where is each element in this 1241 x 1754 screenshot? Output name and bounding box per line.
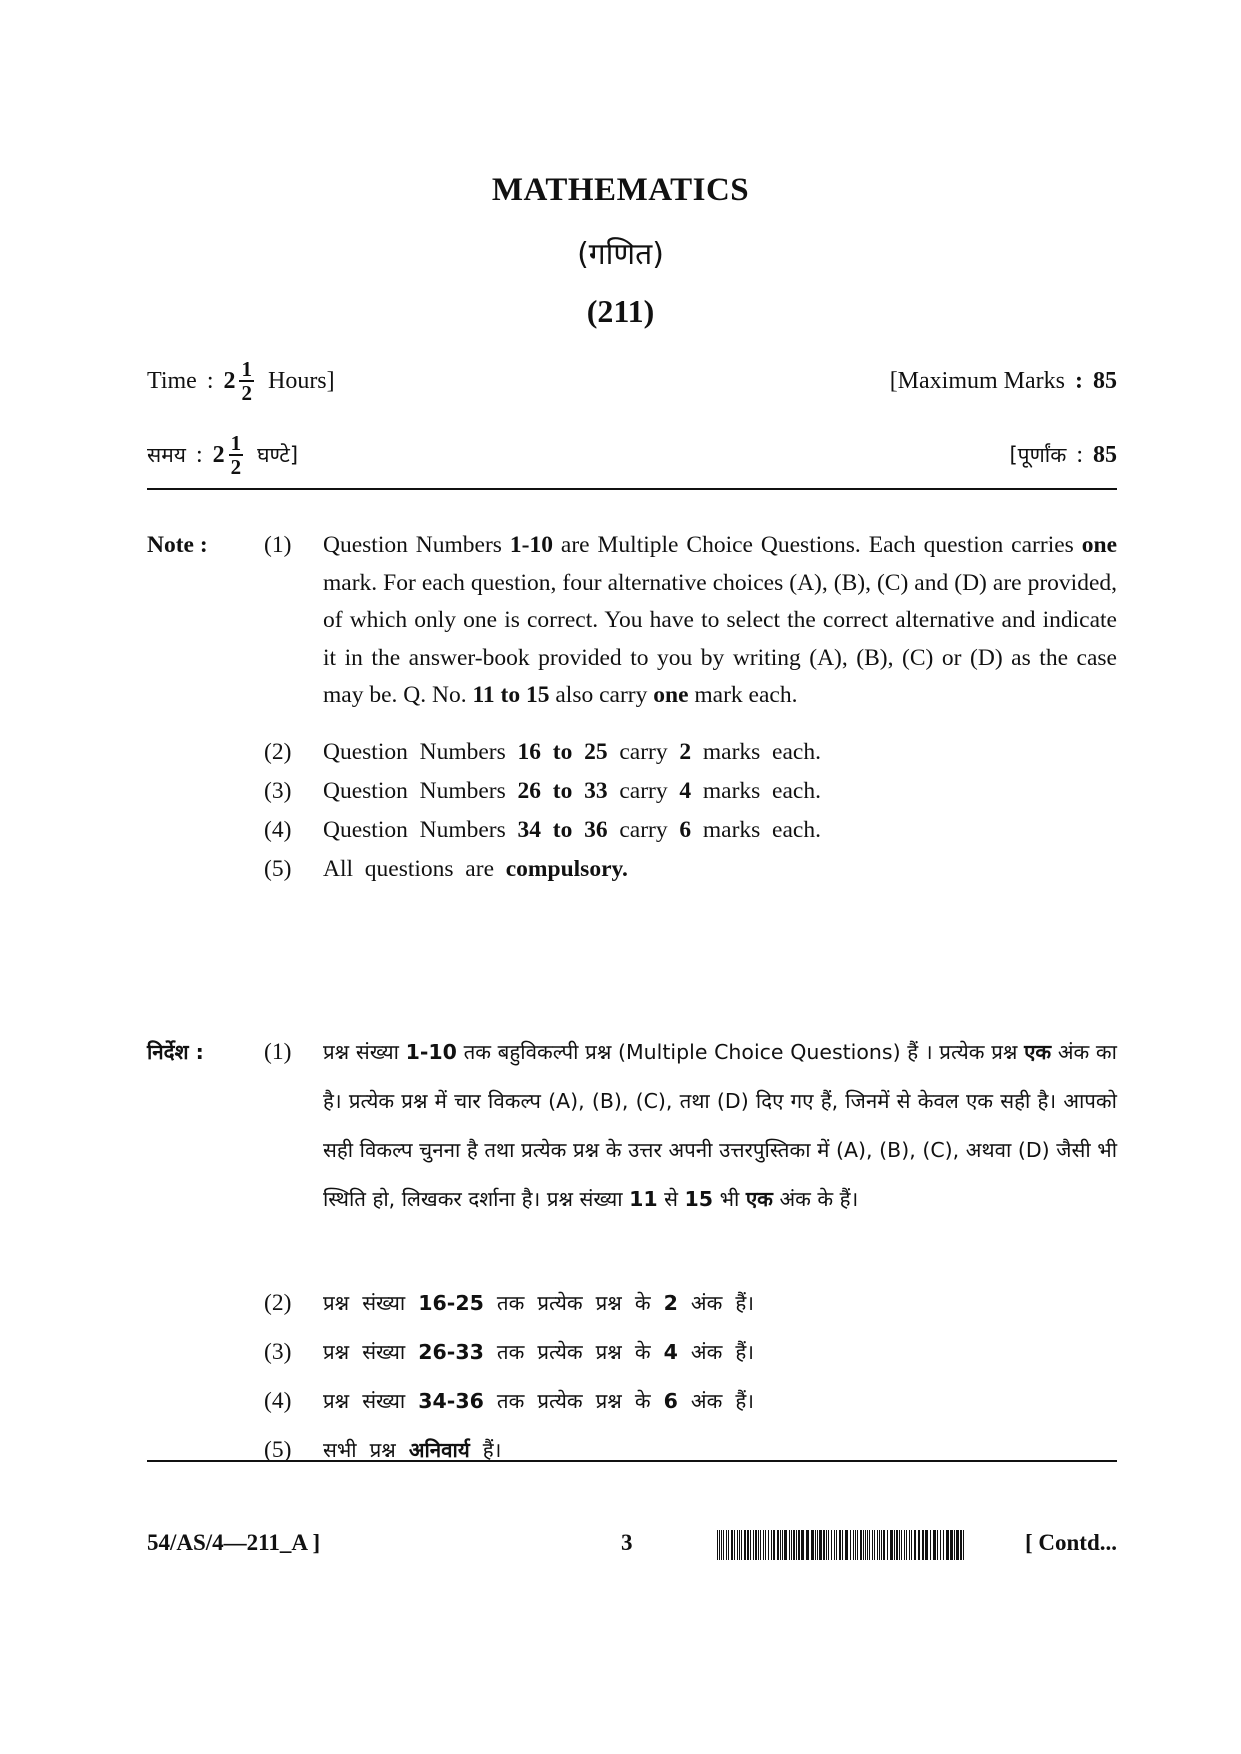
time-fraction: $\frac{1}{2}$ <box>241 357 252 405</box>
max-marks-label: [Maximum Marks <box>889 367 1065 394</box>
note-text: All questions are compulsory. <box>323 856 628 882</box>
note-text: Question Numbers 26 to 33 carry 4 marks each. <box>323 778 821 804</box>
notes-hindi: निर्देश : (1) प्रश्न संख्या 1-10 तक बहुविकल्पी प्रश्न (Multiple Choice Questions) हैं । प्रत्येक प्रश्न एक अंक का है। प्रत्येक प्रश्न में चार विकल्प (A), (B), (C), तथा (D) दिए गए हैं, जिनमें से केवल एक सही है। आपको सही विकल्प चुनना है तथा प्रत्येक प्रश्न के उत्तर अपनी उत्तरपुस्तिका में (A), (B), (C), अथवा (D) जैसी भी स्थिति हो, लिखकर दर्शाना है। प्रश्न संख्या 11 से 15 भी एक अंक के हैं। (2) प्रश्न संख्या 16-25 तक प्रत्येक प्रश्न के 2 अंक हैं। (3) प्रश्न संख्या 26-33 तक प्रत्येक प्रश्न के 4 अंक हैं। (4) प्रश्न संख्या 34-36 तक प्रत्येक प्रश्न के 6 अंक हैं। (5) सभी प्रश्न अनिवार्य हैं। <box>147 1028 1117 1438</box>
subject-title-hindi: (गणित) <box>577 237 664 272</box>
time-label-hindi: समय <box>147 443 186 467</box>
max-marks-value: 85 <box>1093 367 1117 394</box>
subject-title: MATHEMATICS <box>491 172 750 208</box>
time-unit: Hours] <box>267 367 335 394</box>
note-text: Question Numbers 16 to 25 carry 2 marks each. <box>323 739 821 765</box>
note-text: Question Numbers 34 to 36 carry 6 marks each. <box>323 817 821 843</box>
note-text-hindi: प्रश्न संख्या 26-33 तक प्रत्येक प्रश्न के 4 अंक हैं। <box>323 1340 755 1364</box>
time-fraction-hindi: $\frac{1}{2}$ <box>230 431 242 479</box>
note-text-hindi: प्रश्न संख्या 16-25 तक प्रत्येक प्रश्न के 2 अंक हैं। <box>323 1291 755 1315</box>
note-text-hindi: सभी प्रश्न अनिवार्य हैं। <box>323 1438 502 1462</box>
time-label: Time <box>147 367 197 394</box>
page-number: 3 <box>621 1530 633 1555</box>
page-footer <box>147 1530 1117 1566</box>
time-marks-row-en: Time : 2 $\frac{1}{2}$ Hours] [Maximum Marks : 85 <box>147 357 1117 405</box>
footer-divider <box>147 1460 1117 1462</box>
note-label-hindi: निर्देश : <box>147 1040 204 1064</box>
header-divider <box>147 488 1117 490</box>
subject-code: (211) <box>586 293 655 329</box>
max-marks-value-hindi: 85 <box>1093 441 1117 468</box>
barcode <box>717 1530 964 1560</box>
time-unit-hindi: घण्टे] <box>257 443 299 467</box>
time-marks-row-hi: समय : 2 $\frac{1}{2}$ घण्टे] [पूर्णांक : 85 <box>147 431 1117 479</box>
note-text-hindi: प्रश्न संख्या 1-10 तक बहुविकल्पी प्रश्न (Multiple Choice Questions) हैं । प्रत्येक प्रश्न एक अंक का है। प्रत्येक प्रश्न में चार विकल्प (A), (B), (C), तथा (D) दिए गए हैं, जिनमें से केवल एक सही है। आपको सही विकल्प चुनना है तथा प्रत्येक प्रश्न के उत्तर अपनी उत्तरपुस्तिका में (A), (B), (C), अथवा (D) जैसी भी स्थिति हो, लिखकर दर्शाना है। प्रश्न संख्या 11 से 15 भी एक अंक के हैं। <box>323 1040 1117 1211</box>
max-marks-label-hindi: [पूर्णांक <box>1009 443 1067 467</box>
paper-code: 54/AS/4—211_A ] <box>147 1530 321 1555</box>
notes-english: Note : (1) Question Numbers 1-10 are Multiple Choice Questions. Each question carries one mark. For each question, four alternative choices (A), (B), (C) and (D) are provided, of which only one is correct. You have to select the correct alternative and indicate it in the answer-book provided to you by writing (A), (B), (C) or (D) as the case may be. Q. No. 11 to 15 also carry one mark each. (2) Question Numbers 16 to 25 carry 2 marks each. (3) Question Numbers 26 to 33 carry 4 marks each. (4) Question Numbers 34 to 36 carry 6 marks each. (5) All questions are compulsory. <box>147 527 1117 887</box>
note-text: Question Numbers 1-10 are Multiple Choice Questions. Each question carries one mark. For each question, four alternative choices (A), (B), (C) and (D) are provided, of which only one is correct. You have to select the correct alternative and indicate it in the answer-book provided to you by writing (A), (B), (C) or (D) as the case may be. Q. No. 11 to 15 also carry one mark each. <box>323 532 1117 708</box>
time-whole-hindi: 2 <box>212 441 225 468</box>
note-label: Note : <box>147 532 208 558</box>
note-text-hindi: प्रश्न संख्या 34-36 तक प्रत्येक प्रश्न के 6 अंक हैं। <box>323 1389 755 1413</box>
continued-label: [ Contd... <box>1024 1530 1117 1555</box>
time-whole: 2 <box>223 367 236 394</box>
